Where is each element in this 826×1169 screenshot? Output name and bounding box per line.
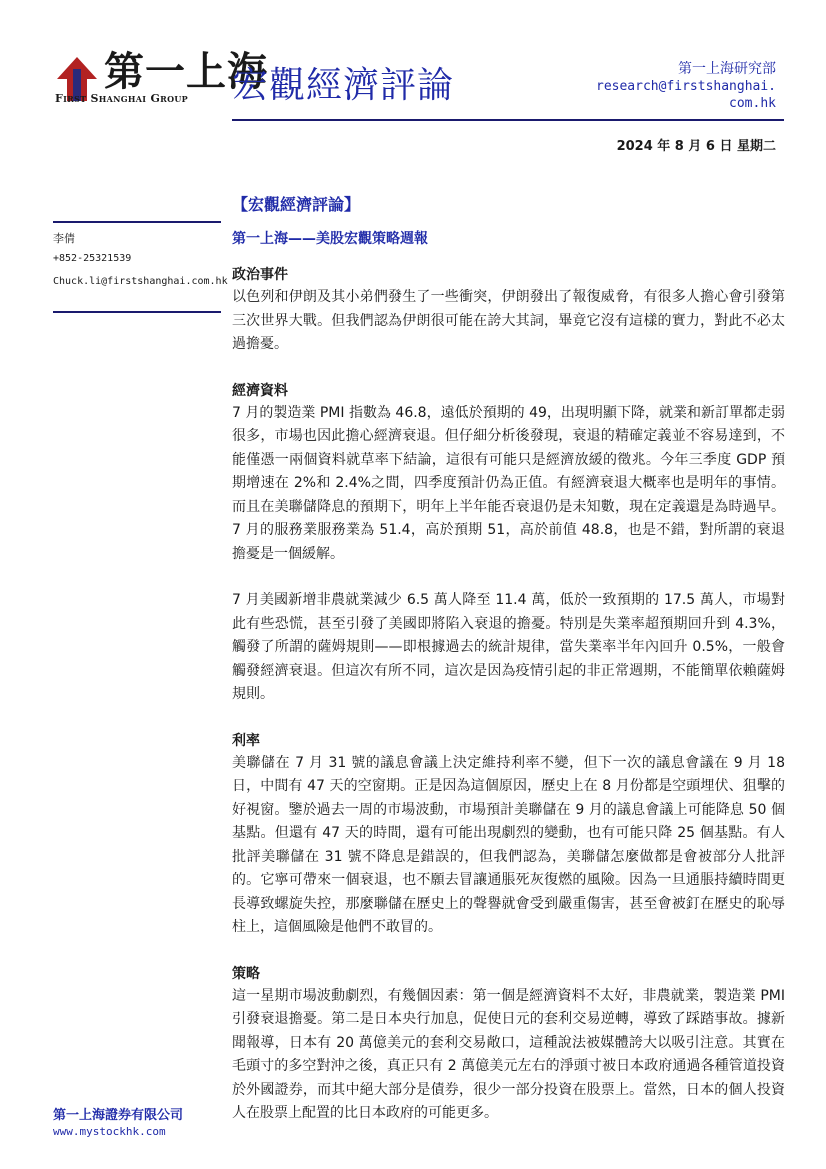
research-email[interactable]: research@firstshanghai.com.hk [596, 79, 777, 111]
section-economic-data [232, 380, 785, 707]
section-heading: 經濟資料 [232, 382, 288, 399]
section-heading: 政治事件 [232, 267, 288, 283]
report-date: 2024 年 8 月 6 日 星期二 [616, 139, 776, 154]
section-heading: 策略 [232, 965, 260, 982]
paragraph: 7 月的製造業 PMI 指數為 46.8，遠低於預期的 49，出現明顯下降，就業和新訂單都走弱很多，市場也因此擔心經濟衰退。但仔細分析後發現，衰退的精確定義並不容易達到，不能僅憑一兩個資料就草率下結論，這很有可能只是經濟放緩的徵兆。今年三季度 GDP 預期增速在 2%和 2.4%之間，四季度預計仍為正值。有經濟衰退大概率也是明年的事情。而且在美聯儲降息的預期下，明年上半年能否衰退仍是未知數，現在定義還是為時過早。7 月的服務業服務業為 51.4，高於預期 51，高於前值 48.8，也是不錯，對所謂的衰退擔憂是一個緩解。 [232, 404, 785, 562]
report-body [232, 264, 785, 1126]
section-title: 【宏觀經濟評論】 [232, 195, 361, 214]
paragraph: 這一星期市場波動劇烈，有幾個因素：第一個是經濟資料不太好，非農就業，製造業 PMI 引發衰退擔憂。第二是日本央行加息，促使日元的套利交易逆轉，導致了踩踏事故。據新聞報導，日本有 20 萬億美元的套利交易敞口，這種說法被媒體誇大以吸引注意。其實在毛頭寸的多空對沖之後，真正只有 2 萬億美元左右的淨頭寸被日本政府通過各種管道投資於外國證券，而其中絕大部分是債券，很少一部分投資在股票上。當然，日本的個人投資人在股票上配置的比日本政府的可能更多。 [232, 987, 785, 1121]
header-divider [232, 119, 784, 121]
paragraph: 美聯儲在 7 月 31 號的議息會議上決定維持利率不變，但下一次的議息會議在 9 月 18 日，中間有 47 天的空窗期。正是因為這個原因，歷史上在 8 月份都是空頭埋伏、狙擊的好視窗。鑒於過去一周的市場波動，市場預計美聯儲在 9 月的議息會議上可能降息 50 個基點。但還有 47 天的時間，還有可能出現劇烈的變動，也有可能只降 25 個基點。有人批評美聯儲在 31 號不降息是錯誤的，但我們認為，美聯儲怎麼做都是會被部分人批評的。它寧可帶來一個衰退，也不願去冒讓通脹死灰復燃的風險。因為一旦通脹持續時間更長導致螺旋失控，那麼聯儲在歷史上的聲譽就會受到嚴重傷害，甚至會被釘在歷史的恥辱柱上，這個風險是他們不敢冒的。 [232, 754, 785, 935]
section-heading: 利率 [232, 732, 260, 749]
footer-company: 第一上海證券有限公司 [53, 1108, 184, 1123]
sidebar-divider-top [53, 221, 221, 223]
department-label: 第一上海研究部 [678, 61, 776, 77]
author-name: 李倩 [53, 232, 75, 245]
section-politics [232, 264, 785, 357]
logo-chinese-text: 第一上海 [104, 48, 268, 95]
footer-website-link[interactable]: www.mystockhk.com [53, 1125, 166, 1138]
sidebar-divider-bottom [53, 311, 221, 313]
author-email[interactable]: Chuck.li@firstshanghai.com.hk [53, 276, 228, 287]
report-subtitle: 第一上海——美股宏觀策略週報 [232, 231, 428, 247]
section-strategy [232, 963, 785, 1126]
report-title: 宏觀經濟評論 [232, 65, 455, 106]
section-interest-rates [232, 730, 785, 940]
paragraph: 以色列和伊朗及其小弟們發生了一些衝突，伊朗發出了報復威脅，有很多人擔心會引發第三次世界大戰。但我們認為伊朗很可能在誇大其詞，畢竟它沒有這樣的實力，對此不必太過擔憂。 [232, 289, 785, 352]
logo-english-text: First Shanghai Group [55, 92, 188, 105]
paragraph: 7 月美國新增非農就業減少 6.5 萬人降至 11.4 萬，低於一致預期的 17.5 萬人，市場對此有些恐慌，甚至引發了美國即將陷入衰退的擔憂。特別是失業率超預期回升到 4.3%，觸發了所謂的薩姆規則——即根據過去的統計規律，當失業率半年內回升 0.5%，一般會觸發經濟衰退。但這次有所不同，這次是因為疫情引起的非正常週期，不能簡單依賴薩姆規則。 [232, 592, 785, 702]
author-phone: +852-25321539 [53, 253, 132, 264]
